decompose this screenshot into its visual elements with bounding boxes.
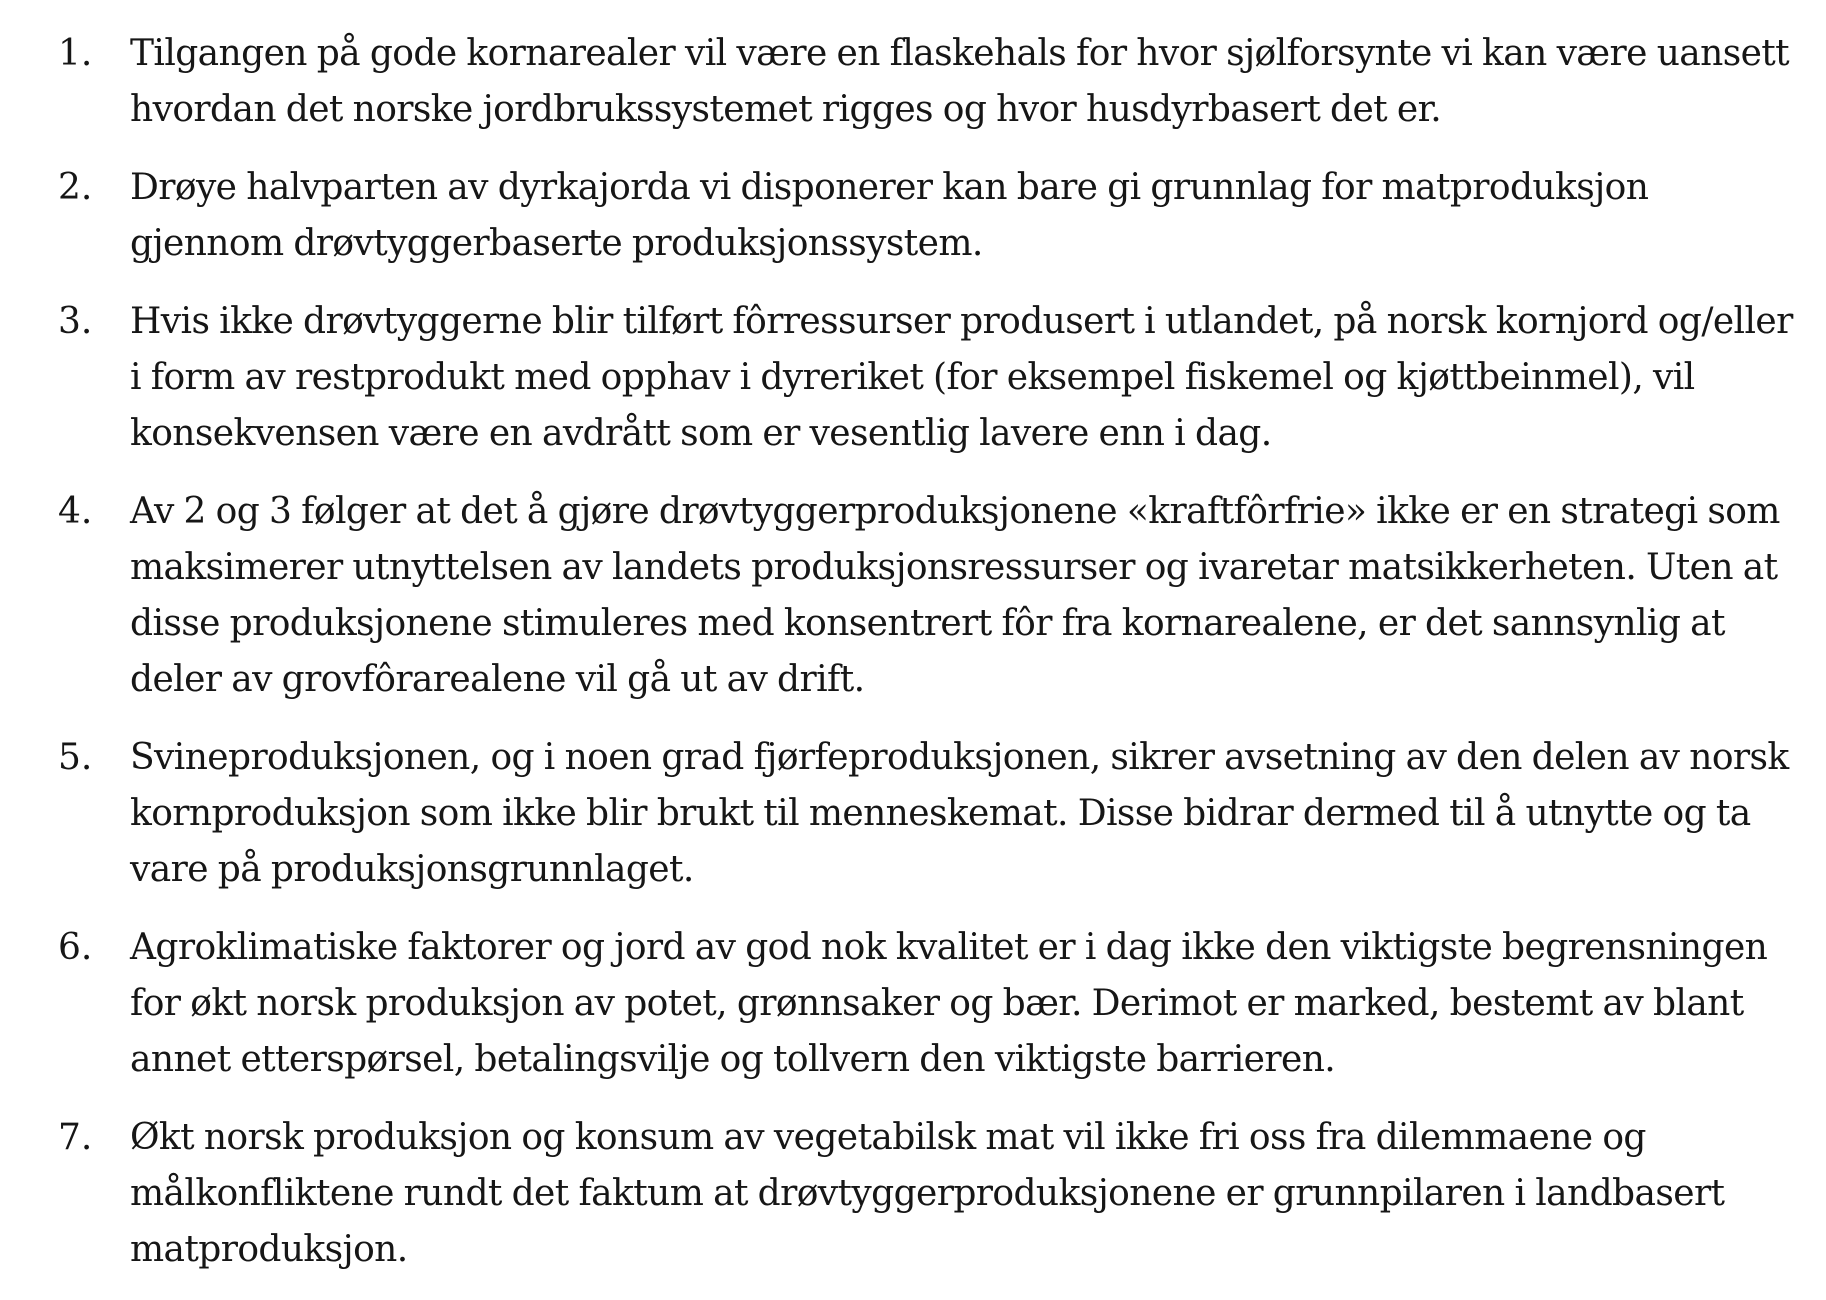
list-item xyxy=(58,484,1810,708)
list-item xyxy=(58,294,1810,462)
list-item xyxy=(58,160,1810,272)
list-item xyxy=(58,730,1810,898)
list-item-number: 2. xyxy=(58,167,93,208)
list-item-number: 5. xyxy=(58,737,93,778)
list-item xyxy=(58,26,1810,138)
list-item-number: 7. xyxy=(58,1117,93,1158)
list-item xyxy=(58,1110,1810,1278)
list-item-text: Hvis ikke drøvtyggerne blir tilført fôrressurser produsert i utlandet, på norsk kornjord og/eller i form av restprodukt med opphav i dyreriket (for eksempel fiskemel og kjøttbeinmel), vil konsekvensen være en avdrått som er vesentlig lavere enn i dag. xyxy=(130,301,1793,454)
list-item-number: 4. xyxy=(58,491,93,532)
list-item-text: Av 2 og 3 følger at det å gjøre drøvtyggerproduksjonene «kraftfôrfrie» ikke er en strategi som maksimerer utnyttelsen av landets produksjonsressurser og ivaretar matsikkerheten. Uten at disse produksjonene stimuleres med konsentrert fôr fra kornarealene, er det sannsynlig at deler av grovfôrarealene vil gå ut av drift. xyxy=(130,491,1780,700)
list-item-text: Tilgangen på gode kornarealer vil være en flaskehals for hvor sjølforsynte vi kan være uansett hvordan det norske jordbrukssystemet rigges og hvor husdyrbasert det er. xyxy=(130,33,1790,130)
list-item-text: Økt norsk produksjon og konsum av vegetabilsk mat vil ikke fri oss fra dilemmaene og målkonfliktene rundt det faktum at drøvtyggerproduksjonene er grunnpilaren i landbasert matproduksjon. xyxy=(130,1117,1725,1270)
list-item xyxy=(58,920,1810,1088)
list-item-number: 3. xyxy=(58,301,93,342)
list-item-text: Drøye halvparten av dyrkajorda vi disponerer kan bare gi grunnlag for matproduksjon gjennom drøvtyggerbaserte produksjonssystem. xyxy=(130,167,1649,264)
numbered-list xyxy=(58,26,1810,1300)
list-item-number: 6. xyxy=(58,927,93,968)
list-item-text: Agroklimatiske faktorer og jord av god nok kvalitet er i dag ikke den viktigste begrensningen for økt norsk produksjon av potet, grønnsaker og bær. Derimot er marked, bestemt av blant annet etterspørsel, betalingsvilje og tollvern den viktigste barrieren. xyxy=(130,927,1768,1080)
list-item-number: 1. xyxy=(58,33,93,74)
list-item-text: Svineproduksjonen, og i noen grad fjørfeproduksjonen, sikrer avsetning av den delen av norsk kornproduksjon som ikke blir brukt til menneskemat. Disse bidrar dermed til å utnytte og ta vare på produksjonsgrunnlaget. xyxy=(130,737,1789,890)
